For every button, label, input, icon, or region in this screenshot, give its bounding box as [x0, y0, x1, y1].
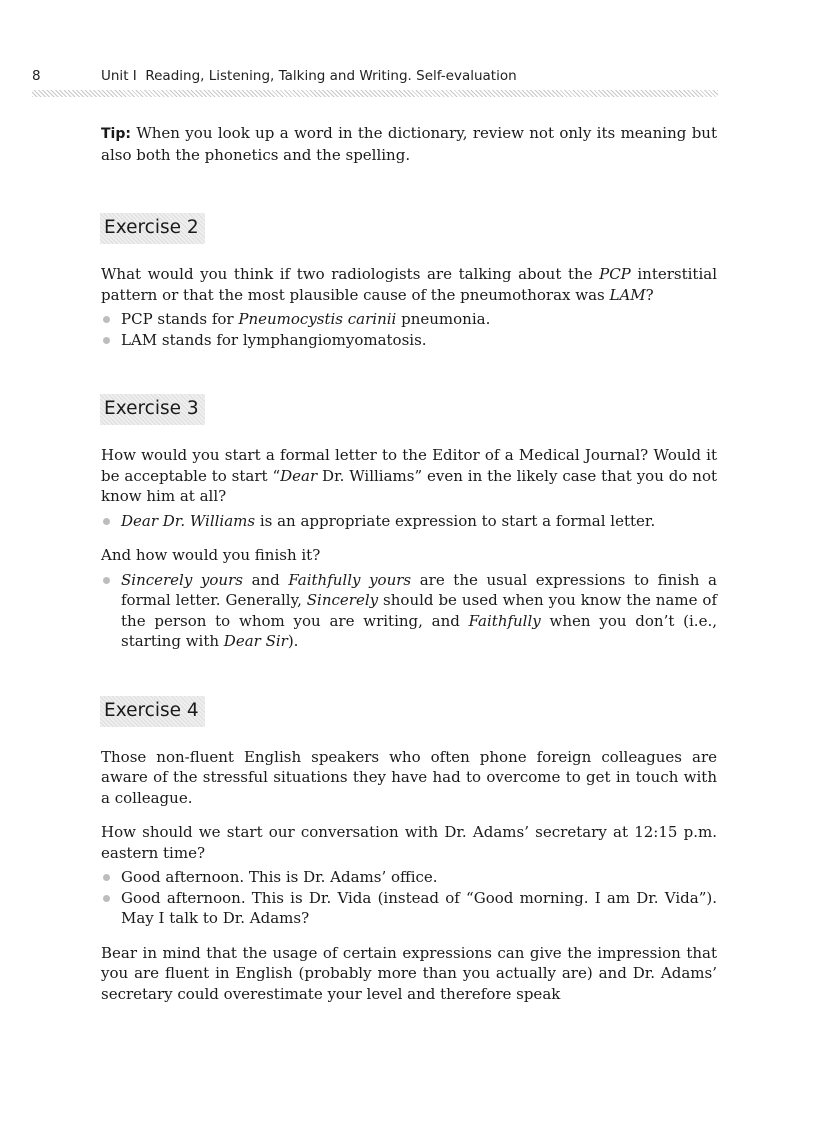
exercise-4-list: [101, 867, 717, 929]
exercise-4-intro: Those non-fluent English speakers who often phone foreign colleagues are aware of the stressful situations they have had to overcome to get in touch with a colleague.: [101, 747, 717, 807]
exercise-2-list: [101, 309, 717, 350]
bullet-icon: [103, 316, 110, 323]
exercise-3-followup: And how would you finish it?: [101, 546, 321, 564]
list-item: Good afternoon. This is Dr. Vida (instead of “Good morning. I am Dr. Vida”). May I talk to Dr. Adams?: [101, 888, 717, 929]
running-header: [32, 68, 718, 88]
page-number: 8: [32, 68, 41, 84]
exercise-2-question: What would you think if two radiologists are talking about the PCP interstitial pattern or that the most plausible cause of the pneumothorax was LAM?: [101, 265, 717, 304]
list-item: PCP stands for Pneumocystis carinii pneumonia.: [101, 309, 717, 330]
bullet-icon: [103, 337, 110, 344]
bullet-icon: [103, 577, 110, 584]
running-title: Unit I Reading, Listening, Talking and Writing. Self-evaluation: [101, 68, 517, 84]
tip-paragraph: [101, 123, 717, 165]
exercise-3-list-1: [101, 511, 717, 532]
exercise-4-closing: Bear in mind that the usage of certain expressions can give the impression that you are fluent in English (probably more than you actually are) and Dr. Adams’ secretary could overestimate your level and therefore speak: [101, 943, 717, 1003]
exercise-4-heading: Exercise 4: [100, 696, 205, 727]
bullet-icon: [103, 518, 110, 525]
exercise-4-question: How should we start our conversation with Dr. Adams’ secretary at 12:15 p.m. eastern time?: [101, 823, 717, 862]
bullet-icon: [103, 874, 110, 881]
exercise-3-list-2: [101, 570, 717, 652]
list-item: Sincerely yours and Faithfully yours are the usual expressions to finish a formal letter. Generally, Sincerely should be used when you know the name of the person to whom you are writing, and Faithfully when you don’t (i.e., starting with Dear Sir).: [101, 570, 717, 652]
exercise-2-heading: Exercise 2: [100, 213, 205, 244]
exercise-3-heading: Exercise 3: [100, 394, 205, 425]
page-body: [101, 123, 717, 1004]
list-item: Good afternoon. This is Dr. Adams’ office.: [101, 867, 717, 888]
list-item: Dear Dr. Williams is an appropriate expression to start a formal letter.: [101, 511, 717, 532]
exercise-3-question: How would you start a formal letter to the Editor of a Medical Journal? Would it be acceptable to start “Dear Dr. Williams” even in the likely case that you do not know him at all?: [101, 446, 718, 505]
list-item: LAM stands for lymphangiomyomatosis.: [101, 330, 717, 351]
tip-text: When you look up a word in the dictionary, review not only its meaning but also both the phonetics and the spelling.: [101, 124, 717, 164]
header-rule: [32, 90, 718, 97]
bullet-icon: [103, 895, 110, 902]
tip-label: Tip:: [101, 126, 131, 142]
